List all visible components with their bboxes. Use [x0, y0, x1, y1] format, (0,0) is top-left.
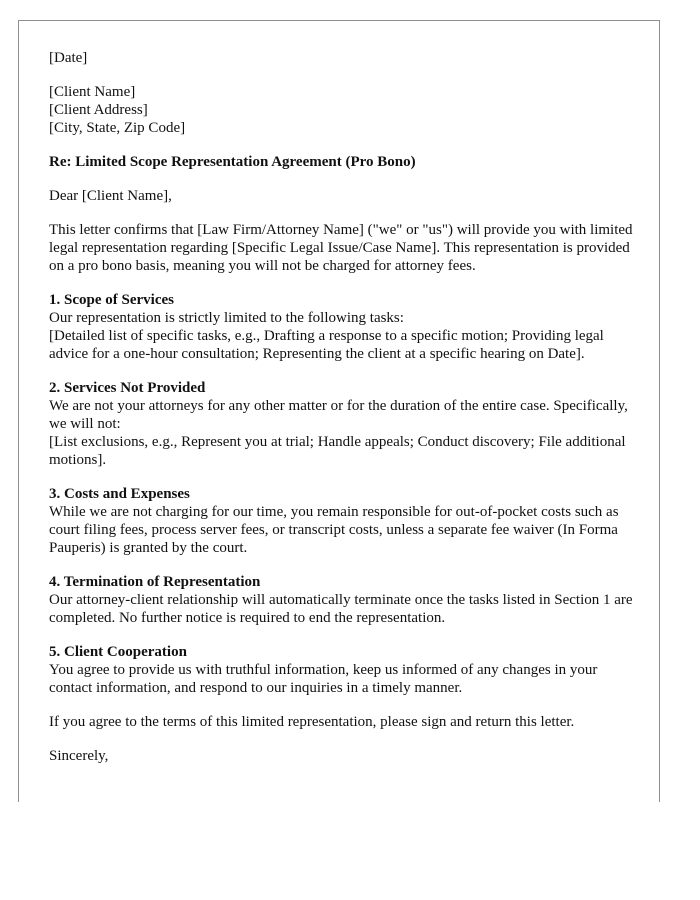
section-text: [Detailed list of specific tasks, e.g., Drafting a response to a specific motion; Providing legal advice for a one-hour consultation; Representing the client at a specific hearing on Date].: [49, 328, 604, 362]
letter-body: [49, 49, 634, 781]
section-scope: [49, 291, 634, 363]
letter-intro: This letter confirms that [Law Firm/Attorney Name] ("we" or "us") will provide you with limited legal representation regarding [Specific Legal Issue/Case Name]. This representation is provided on a pro bono basis, meaning you will not be charged for attorney fees.: [49, 222, 633, 274]
section-text: [List exclusions, e.g., Represent you at trial; Handle appeals; Conduct discovery; File additional motions].: [49, 434, 626, 468]
section-text: We are not your attorneys for any other matter or for the duration of the entire case. Specifically, we will not:: [49, 398, 628, 432]
section-cooperation: [49, 643, 634, 697]
letter-salutation: Dear [Client Name],: [49, 188, 172, 204]
letter-date: [Date]: [49, 50, 88, 66]
section-title: 2. Services Not Provided: [49, 380, 206, 396]
section-text: While we are not charging for our time, you remain responsible for out-of-pocket costs such as court filing fees, process server fees, or transcript costs, unless a separate fee waiver (In Forma Pauperis) is granted by the court.: [49, 504, 619, 556]
section-title: 4. Termination of Representation: [49, 574, 261, 590]
section-termination: [49, 573, 634, 627]
section-title: 3. Costs and Expenses: [49, 486, 190, 502]
client-address: [Client Address]: [49, 102, 148, 118]
letter-closing: Sincerely,: [49, 748, 109, 764]
section-title: 1. Scope of Services: [49, 292, 174, 308]
letter-page: [18, 20, 660, 802]
section-text: Our attorney-client relationship will automatically terminate once the tasks listed in Section 1 are completed. No further notice is required to end the representation.: [49, 592, 633, 626]
client-name: [Client Name]: [49, 84, 136, 100]
section-text: You agree to provide us with truthful information, keep us informed of any changes in your contact information, and respond to our inquiries in a timely manner.: [49, 662, 598, 696]
section-text: Our representation is strictly limited to the following tasks:: [49, 310, 404, 326]
letter-subject: Re: Limited Scope Representation Agreement (Pro Bono): [49, 154, 416, 170]
section-costs: [49, 485, 634, 557]
section-not-provided: [49, 379, 634, 469]
letter-agreement: If you agree to the terms of this limited representation, please sign and return this letter.: [49, 714, 575, 730]
section-title: 5. Client Cooperation: [49, 644, 187, 660]
client-address-block: [49, 83, 634, 137]
client-city: [City, State, Zip Code]: [49, 120, 186, 136]
